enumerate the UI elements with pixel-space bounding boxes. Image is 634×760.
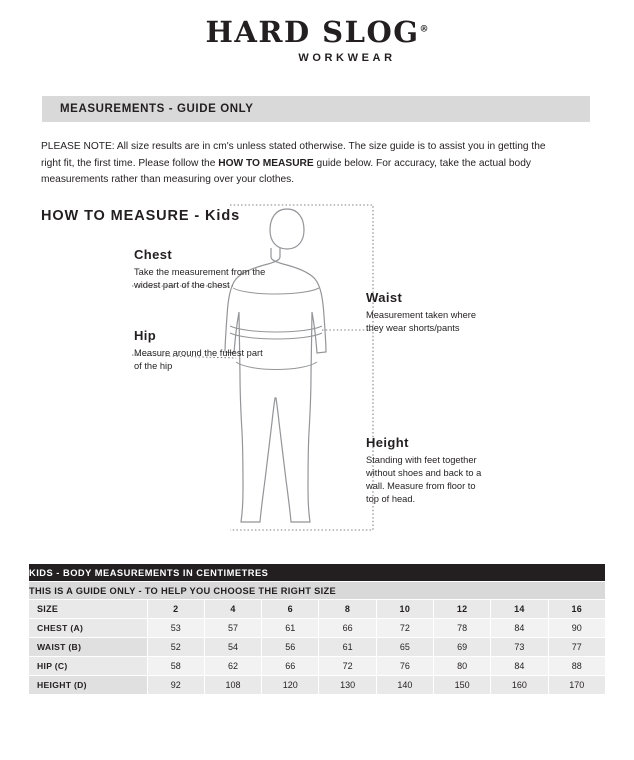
table-black-header-cell: KIDS - BODY MEASUREMENTS IN CENTIMETRES xyxy=(29,564,606,582)
cell-hip-4: 62 xyxy=(204,657,261,676)
note-text-1: All size results are in cm's unless stated otherwise. The size guide is to assist you in getting the right fit, the first time. Please follow the xyxy=(41,141,546,169)
cell-chest-8: 66 xyxy=(319,619,376,638)
row-label-chest: CHEST (A) xyxy=(29,619,148,638)
callout-waist xyxy=(366,290,496,335)
table-row xyxy=(29,619,606,638)
table-size-10: 10 xyxy=(376,600,433,619)
table-size-16: 16 xyxy=(548,600,605,619)
cell-waist-10: 65 xyxy=(376,638,433,657)
note-lead: PLEASE NOTE: xyxy=(41,141,115,152)
callout-chest-desc: Take the measurement from the widest part of the chest xyxy=(134,267,266,290)
cell-height-12: 150 xyxy=(434,676,491,695)
table-size-8: 8 xyxy=(319,600,376,619)
callout-chest xyxy=(134,247,274,292)
callout-chest-title: Chest xyxy=(134,247,173,262)
callout-height-desc: Standing with feet together without shoes and back to a wall. Measure from floor to top of head. xyxy=(366,455,482,504)
callout-waist-desc: Measurement taken where they wear shorts/pants xyxy=(366,310,477,333)
table-grey-header-cell: THIS IS A GUIDE ONLY - TO HELP YOU CHOOSE THE RIGHT SIZE xyxy=(29,582,606,600)
cell-waist-4: 54 xyxy=(204,638,261,657)
cell-hip-2: 58 xyxy=(147,657,204,676)
cell-waist-6: 56 xyxy=(262,638,319,657)
cell-chest-16: 90 xyxy=(548,619,605,638)
cell-height-8: 130 xyxy=(319,676,376,695)
cell-chest-2: 53 xyxy=(147,619,204,638)
cell-height-10: 140 xyxy=(376,676,433,695)
size-table xyxy=(28,563,606,695)
table-row xyxy=(29,676,606,695)
size-table-wrap xyxy=(28,563,606,695)
cell-waist-16: 77 xyxy=(548,638,605,657)
measurements-header-bar xyxy=(42,96,590,122)
table-row xyxy=(29,657,606,676)
cell-height-14: 160 xyxy=(491,676,548,695)
cell-waist-8: 61 xyxy=(319,638,376,657)
table-grey-header-row xyxy=(29,582,606,600)
row-label-hip: HIP (C) xyxy=(29,657,148,676)
cell-height-6: 120 xyxy=(262,676,319,695)
callout-height-title: Height xyxy=(366,435,409,450)
table-size-label: SIZE xyxy=(29,600,148,619)
callout-hip-title: Hip xyxy=(134,328,157,343)
brand-logo xyxy=(0,15,634,64)
table-size-6: 6 xyxy=(262,600,319,619)
table-black-header-row xyxy=(29,564,606,582)
logo-subtitle: WORKWEAR xyxy=(298,52,396,64)
callout-waist-title: Waist xyxy=(366,290,403,305)
cell-height-2: 92 xyxy=(147,676,204,695)
cell-chest-4: 57 xyxy=(204,619,261,638)
cell-waist-14: 73 xyxy=(491,638,548,657)
please-note-paragraph xyxy=(41,139,555,189)
logo-wordmark xyxy=(205,15,429,49)
cell-hip-8: 72 xyxy=(319,657,376,676)
logo-main-text: HARD SLOG xyxy=(205,15,420,49)
cell-waist-2: 52 xyxy=(147,638,204,657)
cell-hip-14: 84 xyxy=(491,657,548,676)
cell-hip-10: 76 xyxy=(376,657,433,676)
table-size-2: 2 xyxy=(147,600,204,619)
cell-hip-12: 80 xyxy=(434,657,491,676)
cell-chest-12: 78 xyxy=(434,619,491,638)
cell-hip-16: 88 xyxy=(548,657,605,676)
cell-waist-12: 69 xyxy=(434,638,491,657)
table-size-row xyxy=(29,600,606,619)
callout-height xyxy=(366,435,484,506)
cell-chest-10: 72 xyxy=(376,619,433,638)
table-size-4: 4 xyxy=(204,600,261,619)
cell-chest-6: 61 xyxy=(262,619,319,638)
callout-hip xyxy=(134,328,266,373)
cell-chest-14: 84 xyxy=(491,619,548,638)
row-label-height: HEIGHT (D) xyxy=(29,676,148,695)
table-row xyxy=(29,638,606,657)
row-label-waist: WAIST (B) xyxy=(29,638,148,657)
table-size-12: 12 xyxy=(434,600,491,619)
cell-hip-6: 66 xyxy=(262,657,319,676)
cell-height-16: 170 xyxy=(548,676,605,695)
table-size-14: 14 xyxy=(491,600,548,619)
how-to-measure-heading: HOW TO MEASURE - Kids xyxy=(41,208,241,224)
note-text-2: guide below. For accuracy, take the actual body measurements rather than measuring over your clothes. xyxy=(41,157,531,185)
note-bold: HOW TO MEASURE xyxy=(218,157,314,169)
callout-hip-desc: Measure around the fullest part of the hip xyxy=(134,348,263,371)
registered-trademark-icon: ® xyxy=(419,24,429,35)
cell-height-4: 108 xyxy=(204,676,261,695)
measurements-header-title: MEASUREMENTS - GUIDE ONLY xyxy=(60,103,254,115)
